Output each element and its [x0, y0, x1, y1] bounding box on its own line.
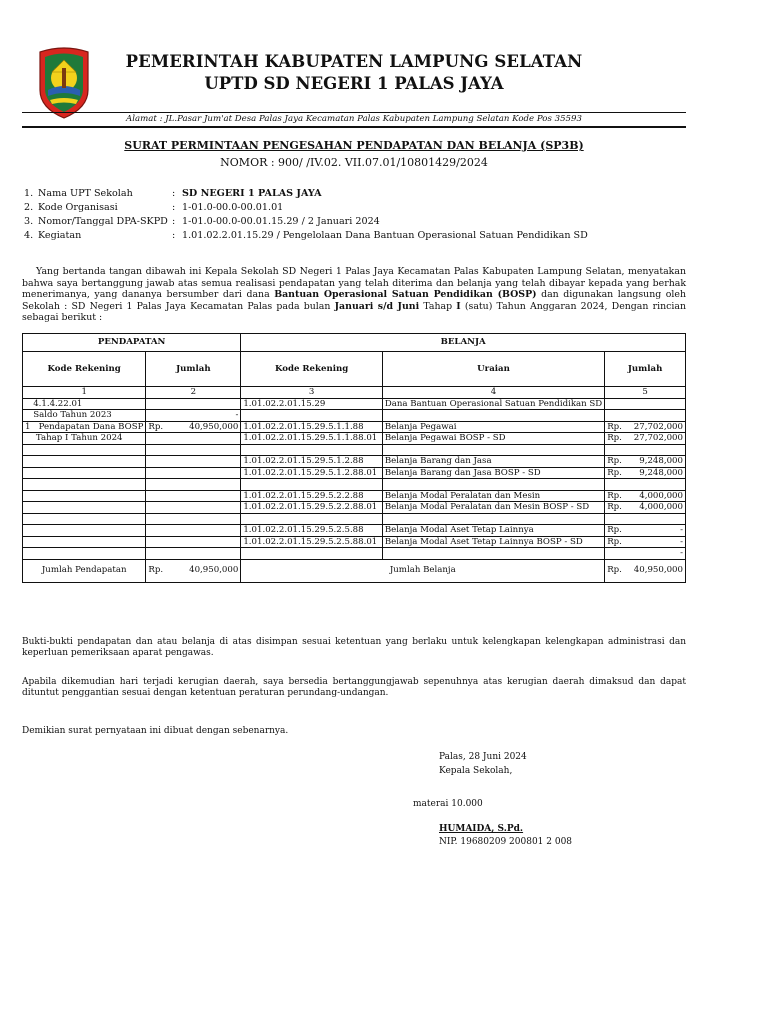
column-number: 3	[241, 387, 382, 399]
info-label: Nama UPT Sekolah	[38, 188, 133, 199]
table-row	[23, 456, 686, 468]
belanja-uraian-cell	[382, 479, 604, 491]
header-uraian: Uraian	[382, 352, 604, 387]
belanja-uraian-cell: Belanja Modal Peralatan dan Mesin	[382, 490, 604, 502]
header-address: Alamat : JL.Pasar Jum'at Desa Palas Jaya Kecamatan Palas Kabupaten Lampung Selatan Kode Pos 35593	[126, 114, 582, 124]
pendapatan-kode-cell	[23, 467, 146, 479]
info-label: Nomor/Tanggal DPA-SKPD	[38, 216, 168, 227]
pendapatan-kode-cell	[23, 444, 146, 456]
pendapatan-jumlah-cell	[146, 444, 241, 456]
table-row	[23, 421, 686, 433]
total-pendapatan-label: Jumlah Pendapatan	[23, 559, 146, 582]
belanja-kode-cell	[241, 479, 382, 491]
pendapatan-jumlah-cell	[146, 456, 241, 468]
pendapatan-jumlah-cell	[146, 398, 241, 410]
amount-value: -	[680, 536, 683, 547]
belanja-kode-cell	[241, 410, 382, 422]
table-row	[23, 525, 686, 537]
belanja-kode-cell: 1.01.02.2.01.15.29.5.1.2.88.01	[241, 467, 382, 479]
belanja-jumlah-cell	[605, 513, 686, 525]
info-colon: :	[172, 188, 176, 199]
belanja-uraian-cell: Belanja Barang dan Jasa	[382, 456, 604, 468]
column-number: 2	[146, 387, 241, 399]
currency-label: Rp.	[607, 525, 622, 535]
table-row	[23, 410, 686, 422]
info-number: 3.	[24, 216, 34, 227]
amount-value: -	[235, 410, 239, 420]
info-row	[24, 187, 588, 201]
header-government-name: PEMERINTAH KABUPATEN LAMPUNG SELATAN	[125, 52, 583, 71]
info-value: SD NEGERI 1 PALAS JAYA	[182, 188, 322, 199]
stamp-duty-note: materai 10.000	[413, 799, 483, 809]
pendapatan-kode-cell	[23, 479, 146, 491]
total-pendapatan-cell	[146, 559, 241, 582]
table-row	[23, 444, 686, 456]
amount-value: 9,248,000	[639, 467, 683, 478]
info-colon: :	[172, 202, 176, 213]
belanja-uraian-cell: Dana Bantuan Operasional Satuan Pendidikan SD	[382, 398, 604, 410]
belanja-jumlah-cell	[605, 490, 686, 502]
pendapatan-jumlah-cell	[146, 433, 241, 445]
belanja-kode-cell: 1.01.02.2.01.15.29.5.1.1.88	[241, 421, 382, 433]
paragraph-bold: Januari s/d Juni	[334, 300, 420, 312]
pendapatan-kode-cell	[23, 502, 146, 514]
paragraph-text: dan digunakan langsung oleh Sekolah : SD Negeri 1 Palas Jaya Kecamatan Palas pada bulan	[22, 289, 687, 312]
belanja-kode-cell: 1.01.02.2.01.15.29.5.2.2.88.01	[241, 502, 382, 514]
paragraph-text: (satu) Tahun Anggaran 2024, Dengan rincian sebagai berikut :	[22, 300, 686, 323]
header-kode-rekening: Kode Rekening	[241, 352, 382, 387]
pendapatan-jumlah-cell	[146, 513, 241, 525]
amount-value: 40,950,000	[189, 421, 239, 432]
currency-label: Rp.	[607, 456, 622, 466]
info-row	[24, 201, 588, 215]
paragraph-bold: I	[456, 300, 461, 312]
belanja-uraian-cell: Belanja Pegawai	[382, 421, 604, 433]
belanja-uraian-cell	[382, 444, 604, 456]
info-row	[24, 229, 588, 243]
pendapatan-jumlah-cell	[146, 548, 241, 560]
total-pendapatan-value: 40,950,000	[189, 565, 239, 576]
belanja-uraian-cell: Belanja Barang dan Jasa BOSP - SD	[382, 467, 604, 479]
school-info-list	[24, 187, 588, 243]
footer-closing: Demikian surat pernyataan ini dibuat dengan sebenarnya.	[22, 726, 289, 736]
belanja-kode-cell	[241, 548, 382, 560]
pendapatan-jumlah-cell	[146, 421, 241, 433]
signature-block	[439, 750, 527, 778]
document-number: NOMOR : 900/ /IV.02. VII.07.01/10801429/2024	[220, 156, 488, 169]
pendapatan-kode-cell	[23, 536, 146, 548]
header-pendapatan: PENDAPATAN	[23, 334, 241, 352]
belanja-jumlah-cell	[605, 536, 686, 548]
paragraph-text: Tahap	[419, 300, 457, 312]
pendapatan-jumlah-cell	[146, 502, 241, 514]
total-belanja-value: 40,950,000	[633, 565, 683, 576]
currency-label: Rp.	[607, 490, 622, 501]
belanja-kode-cell: 1.01.02.2.01.15.29.5.1.2.88	[241, 456, 382, 468]
table-row	[23, 479, 686, 491]
total-belanja-label: Jumlah Belanja	[241, 559, 605, 582]
belanja-uraian-cell: Belanja Modal Aset Tetap Lainnya BOSP - SD	[382, 536, 604, 548]
table-row	[23, 433, 686, 445]
pendapatan-kode-cell: Tahap I Tahun 2024	[23, 433, 146, 445]
pendapatan-kode-cell	[23, 456, 146, 468]
info-number: 2.	[24, 202, 34, 213]
currency-label: Rp.	[148, 421, 164, 432]
signature-position: Kepala Sekolah,	[439, 766, 513, 776]
table-row	[23, 467, 686, 479]
header-jumlah: Jumlah	[146, 352, 241, 387]
pendapatan-kode-cell: Saldo Tahun 2023	[23, 410, 146, 422]
belanja-jumlah-cell	[605, 456, 686, 468]
footer-evidence-note: Bukti-bukti pendapatan dan atau belanja di atas disimpan sesuai ketentuan yang berlaku untuk kelengkapan kelengkapan administrasi dan keperluan pemeriksaan aparat pengawas.	[22, 637, 686, 658]
currency-label: Rp.	[607, 467, 622, 478]
info-value: 1-01.0-00.0-00.01.01	[182, 202, 284, 213]
table-row	[23, 398, 686, 410]
belanja-uraian-cell: Belanja Pegawai BOSP - SD	[382, 433, 604, 445]
belanja-uraian-cell	[382, 548, 604, 560]
amount-value: 4,000,000	[639, 490, 683, 501]
belanja-kode-cell: 1.01.02.2.01.15.29.5.1.1.88.01	[241, 433, 382, 445]
belanja-uraian-cell	[382, 410, 604, 422]
belanja-jumlah-cell	[605, 421, 686, 433]
belanja-jumlah-cell	[605, 410, 686, 422]
belanja-jumlah-cell	[605, 433, 686, 445]
info-number: 4.	[24, 230, 34, 241]
column-number: 5	[605, 387, 686, 399]
belanja-jumlah-cell	[605, 525, 686, 537]
amount-value: -	[680, 548, 683, 558]
belanja-kode-cell: 1.01.02.2.01.15.29	[241, 398, 382, 410]
pendapatan-jumlah-cell	[146, 467, 241, 479]
column-number: 4	[382, 387, 604, 399]
footer-liability-note: Apabila dikemudian hari terjadi kerugian daerah, saya bersedia bertanggungjawab sepenuhnya atas kerugian daerah dimaksud dan dapat dituntut penggantian sesuai dengan ketentuan peraturan perundang-undangan.	[22, 677, 686, 698]
info-row	[24, 215, 588, 229]
belanja-kode-cell	[241, 513, 382, 525]
info-colon: :	[172, 230, 176, 241]
pendapatan-kode-cell	[23, 525, 146, 537]
belanja-jumlah-cell	[605, 548, 686, 560]
statement-paragraph	[22, 266, 686, 324]
signatory-name: HUMAIDA, S.Pd.	[439, 824, 524, 834]
pendapatan-jumlah-cell	[146, 410, 241, 422]
belanja-kode-cell: 1.01.02.2.01.15.29.5.2.5.88	[241, 525, 382, 537]
currency-label: Rp.	[607, 502, 622, 512]
amount-value: 9,248,000	[639, 456, 683, 466]
pendapatan-jumlah-cell	[146, 490, 241, 502]
info-colon: :	[172, 216, 176, 227]
pendapatan-kode-cell	[23, 548, 146, 560]
currency-label: Rp.	[607, 433, 622, 443]
pendapatan-kode-cell: 4.1.4.22.01	[23, 398, 146, 410]
belanja-jumlah-cell	[605, 502, 686, 514]
header-divider-bottom	[22, 126, 686, 128]
belanja-uraian-cell: Belanja Modal Peralatan dan Mesin BOSP - SD	[382, 502, 604, 514]
table-row	[23, 513, 686, 525]
pendapatan-kode-cell	[23, 490, 146, 502]
pendapatan-jumlah-cell	[146, 525, 241, 537]
amount-value: 27,702,000	[633, 433, 683, 443]
pendapatan-jumlah-cell	[146, 536, 241, 548]
currency-label: Rp.	[607, 565, 622, 576]
amount-value: 27,702,000	[633, 421, 683, 432]
paragraph-bold: Bantuan Operasional Satuan Pendidikan (BOSP)	[274, 289, 537, 300]
signature-place-date: Palas, 28 Juni 2024	[439, 752, 527, 762]
header-school-name: UPTD SD NEGERI 1 PALAS JAYA	[204, 74, 504, 93]
belanja-jumlah-cell	[605, 444, 686, 456]
table-row	[23, 502, 686, 514]
column-number: 1	[23, 387, 146, 399]
currency-label: Rp.	[607, 421, 622, 432]
signatory-nip: NIP. 19680209 200801 2 008	[439, 837, 573, 847]
belanja-kode-cell	[241, 444, 382, 456]
header-belanja: BELANJA	[241, 334, 686, 352]
header-kode-rekening: Kode Rekening	[23, 352, 146, 387]
pendapatan-kode-cell: 1 Pendapatan Dana BOSP	[23, 421, 146, 433]
table-total-row	[23, 559, 686, 582]
info-value: 1.01.02.2.01.15.29 / Pengelolaan Dana Bantuan Operasional Satuan Pendidikan SD	[182, 230, 588, 241]
header-divider-top	[22, 112, 686, 113]
belanja-kode-cell: 1.01.02.2.01.15.29.5.2.2.88	[241, 490, 382, 502]
belanja-jumlah-cell	[605, 398, 686, 410]
pendapatan-jumlah-cell	[146, 479, 241, 491]
info-label: Kegiatan	[38, 230, 82, 241]
currency-label: Rp.	[148, 565, 164, 576]
belanja-uraian-cell: Belanja Modal Aset Tetap Lainnya	[382, 525, 604, 537]
info-number: 1.	[24, 188, 34, 199]
belanja-jumlah-cell	[605, 467, 686, 479]
belanja-uraian-cell	[382, 513, 604, 525]
info-label: Kode Organisasi	[38, 202, 118, 213]
currency-label: Rp.	[607, 536, 622, 547]
amount-value: -	[680, 525, 683, 535]
belanja-kode-cell: 1.01.02.2.01.15.29.5.2.5.88.01	[241, 536, 382, 548]
amount-value: 4,000,000	[639, 502, 683, 512]
header-jumlah: Jumlah	[605, 352, 686, 387]
document-title: SURAT PERMINTAAN PENGESAHAN PENDAPATAN DAN BELANJA (SP3B)	[124, 139, 584, 152]
pendapatan-kode-cell	[23, 513, 146, 525]
table-row	[23, 548, 686, 560]
table-row	[23, 536, 686, 548]
paragraph-text: Yang bertanda tangan dibawah ini Kepala Sekolah SD Negeri 1 Palas Jaya Kecamatan Palas Kabupaten Lampung Selatan, menyatakan bahwa saya bertanggung jawab atas semua realisasi pendapatan yang telah diterima dan belanja yang telah dibayar kepada yang berhak menerimanya, yang dananya bersumber dari dana	[22, 266, 686, 300]
income-expense-table	[22, 333, 686, 583]
info-value: 1-01.0-00.0-00.01.15.29 / 2 Januari 2024	[182, 216, 380, 227]
belanja-jumlah-cell	[605, 479, 686, 491]
table-row	[23, 490, 686, 502]
total-belanja-cell	[605, 559, 686, 582]
